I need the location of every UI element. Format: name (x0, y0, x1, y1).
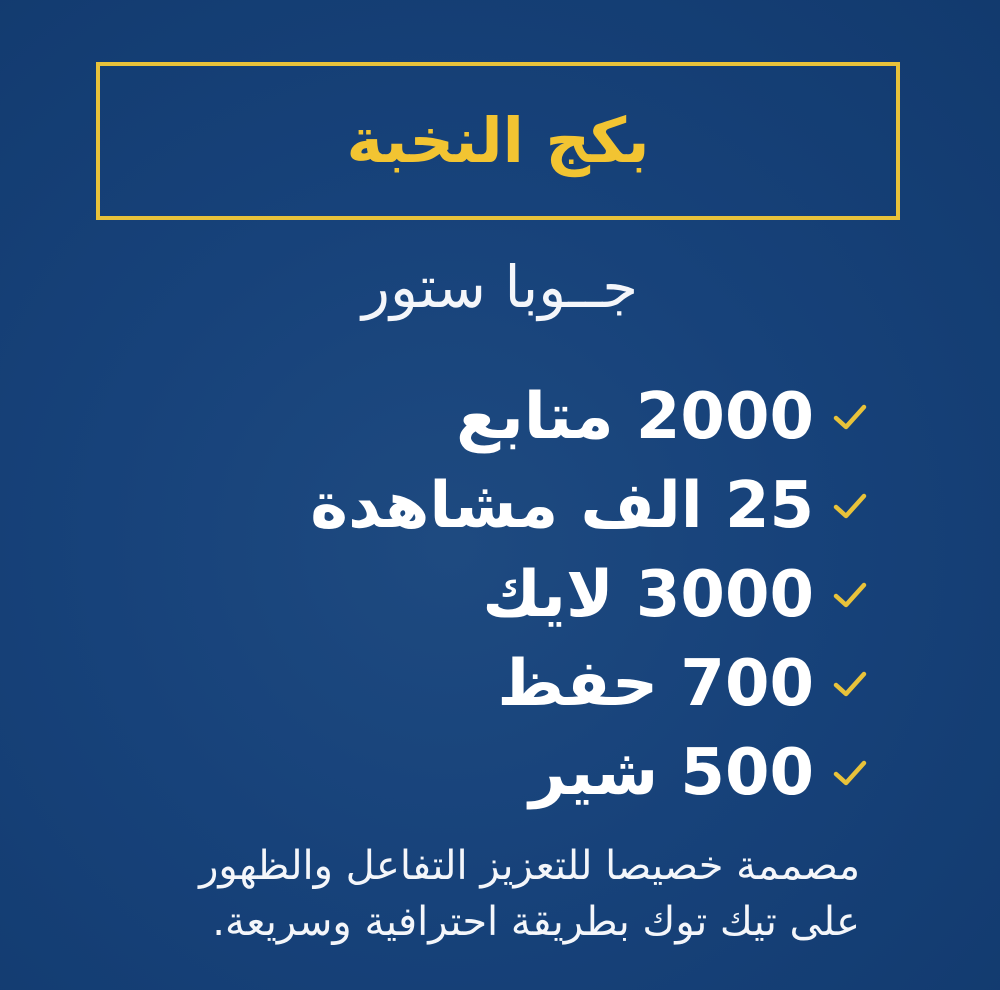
description-line: مصممة خصيصا للتعزيز التفاعل والظهور (199, 843, 860, 889)
feature-item (310, 372, 872, 461)
feature-list (310, 372, 872, 817)
feature-item (310, 728, 872, 817)
store-name: جــوبا ستور (361, 253, 639, 321)
description-line: على تيك توك بطريقة احترافية وسريعة. (212, 899, 860, 945)
checkmark-icon (828, 573, 872, 617)
feature-text: 2000 متابع (456, 379, 814, 454)
checkmark-icon (828, 395, 872, 439)
checkmark-icon (828, 484, 872, 528)
package-description (110, 838, 860, 950)
feature-item (310, 461, 872, 550)
feature-item (310, 639, 872, 728)
feature-text: 25 الف مشاهدة (310, 468, 814, 543)
title-frame (96, 62, 900, 220)
feature-text: 500 شير (529, 735, 814, 810)
checkmark-icon (828, 751, 872, 795)
package-title: بكج النخبة (346, 104, 650, 177)
feature-text: 3000 لايك (482, 557, 814, 632)
feature-text: 700 حفظ (497, 646, 814, 721)
feature-item (310, 550, 872, 639)
checkmark-icon (828, 662, 872, 706)
